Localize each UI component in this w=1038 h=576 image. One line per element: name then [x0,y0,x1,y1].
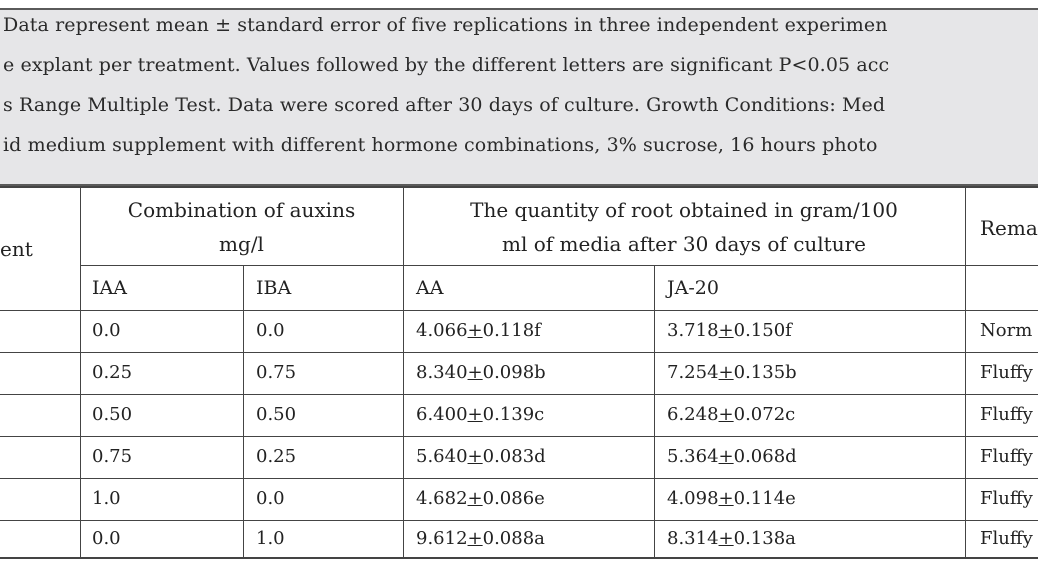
plus-minus-sign: + [718,320,734,341]
table-rule [243,265,244,558]
cell-iaa: 0.0 [92,528,121,549]
table-rule [0,436,1038,437]
table-rule [80,265,1038,266]
cell-remarks: Fluffy [980,446,1033,467]
header-root-quantity-line-2: ml of media after 30 days of culture [502,232,866,256]
subheader-aa: AA [416,277,444,299]
header-auxins [80,193,403,261]
plus-minus-sign: + [718,488,734,509]
aa-mean: 8.340 [416,362,468,383]
subheader-iba: IBA [256,277,292,299]
aa-se: 0.118f [482,320,541,341]
plus-minus-sign: + [467,488,483,509]
header-treatment: ent [0,237,33,261]
aa-se: 0.098b [482,362,546,383]
aa-mean: 4.066 [416,320,468,341]
caption-line-1: Data represent mean ± standard error of five replications in three independent experimen [3,14,888,36]
table-rule [0,557,1038,559]
ja20-mean: 3.718 [667,320,719,341]
ja20-mean: 4.098 [667,488,719,509]
cell-iaa: 0.0 [92,320,121,341]
ja20-mean: 7.254 [667,362,719,383]
table-rule [0,310,1038,311]
ja20-se: 0.068d [733,446,797,467]
cell-ja20 [667,404,795,425]
aa-se: 0.139c [482,404,545,425]
cell-iba: 0.75 [256,362,297,383]
aa-mean: 5.640 [416,446,468,467]
cell-iba: 0.0 [256,320,285,341]
table-rule [965,186,966,558]
header-root-quantity [403,193,965,261]
aa-mean: 9.612 [416,528,468,549]
cell-aa [416,362,546,383]
ja20-mean: 8.314 [667,528,719,549]
table-rule [0,478,1038,479]
plus-minus-sign: + [718,362,734,383]
cell-iaa: 0.50 [92,404,133,425]
header-auxins-line-2: mg/l [219,232,264,256]
cell-remarks: Fluffy [980,404,1033,425]
ja20-se: 0.135b [733,362,797,383]
cell-ja20 [667,528,796,549]
ja20-se: 0.150f [733,320,792,341]
cell-iba: 0.25 [256,446,297,467]
plus-minus-sign: + [467,404,483,425]
plus-minus-sign: + [718,528,734,549]
plus-minus-sign: + [467,446,483,467]
plus-minus-sign: + [467,320,483,341]
cell-ja20 [667,488,796,509]
aa-se: 0.088a [482,528,545,549]
cell-iaa: 0.75 [92,446,133,467]
cell-remarks: Norm [980,320,1033,341]
cell-iba: 1.0 [256,528,285,549]
cell-aa [416,446,546,467]
aa-se: 0.086e [482,488,545,509]
table-rule [0,186,1038,188]
cell-remarks: Fluffy [980,488,1033,509]
ja20-mean: 6.248 [667,404,719,425]
header-root-quantity-line-1: The quantity of root obtained in gram/100 [470,198,898,222]
cell-iaa: 0.25 [92,362,133,383]
ja20-se: 0.072c [733,404,796,425]
table-rule [0,520,1038,521]
caption-line-4: id medium supplement with different hormone combinations, 3% sucrose, 16 hours photo [3,134,878,156]
aa-se: 0.083d [482,446,546,467]
cell-iaa: 1.0 [92,488,121,509]
caption-line-3: s Range Multiple Test. Data were scored after 30 days of culture. Growth Conditions: Med [3,94,886,116]
aa-mean: 4.682 [416,488,468,509]
cell-remarks: Fluffy [980,362,1033,383]
subheader-iaa: IAA [92,277,127,299]
header-auxins-line-1: Combination of auxins [127,198,356,222]
header-remarks: Rema [980,216,1038,240]
cell-iba: 0.0 [256,488,285,509]
plus-minus-sign: + [718,404,734,425]
cell-remarks: Fluffy [980,528,1033,549]
subheader-ja20: JA-20 [667,277,719,299]
plus-minus-sign: + [467,528,483,549]
plus-minus-sign: + [467,362,483,383]
cell-ja20 [667,320,792,341]
table-caption [0,8,1038,186]
table-rule [0,352,1038,353]
cell-aa [416,320,541,341]
cell-aa [416,528,545,549]
aa-mean: 6.400 [416,404,468,425]
plus-minus-sign: + [718,446,734,467]
table-rule [0,394,1038,395]
ja20-mean: 5.364 [667,446,719,467]
cell-aa [416,404,544,425]
ja20-se: 0.114e [733,488,796,509]
cell-iba: 0.50 [256,404,297,425]
caption-line-2: e explant per treatment. Values followed by the different letters are significant P<0.05 acc [3,54,890,76]
cell-aa [416,488,545,509]
cell-ja20 [667,446,797,467]
cell-ja20 [667,362,797,383]
table-rule [654,265,655,558]
ja20-se: 0.138a [733,528,796,549]
